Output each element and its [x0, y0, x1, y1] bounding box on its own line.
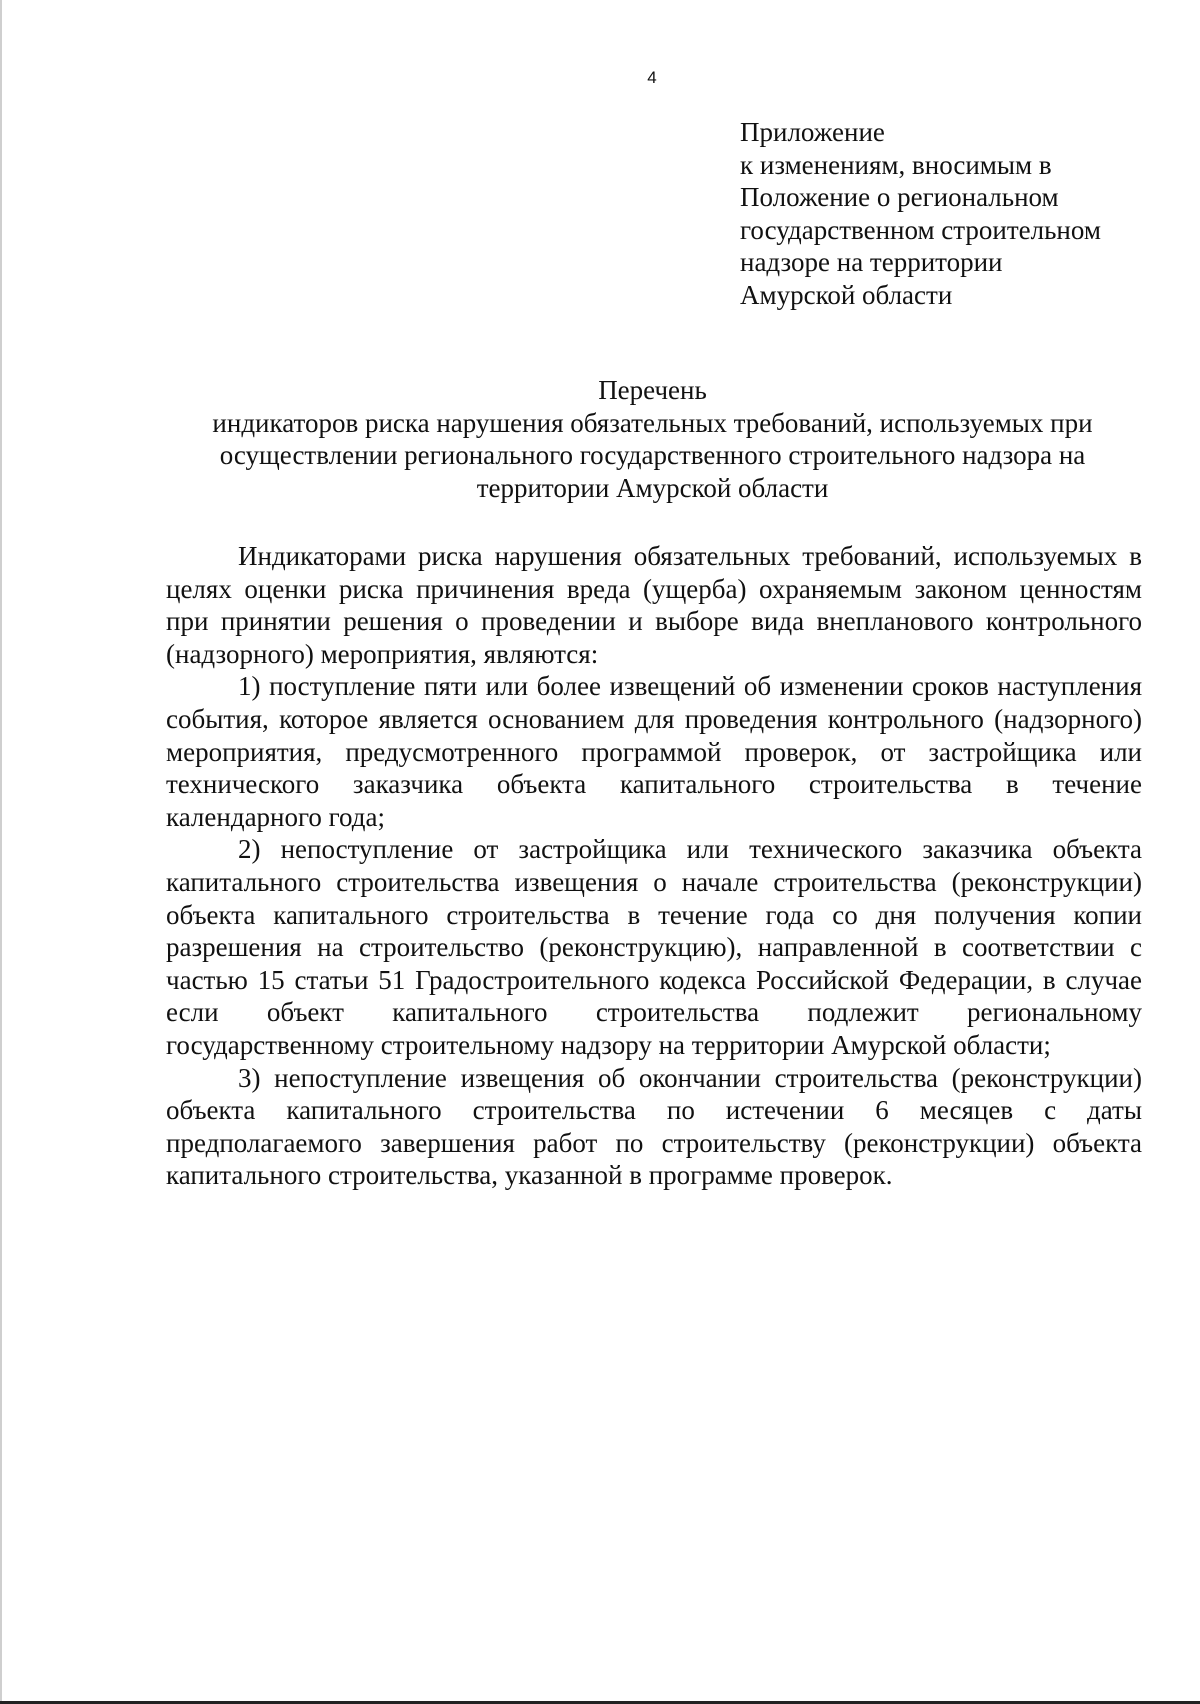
title-heading: Перечень [598, 375, 707, 405]
page-number: 4 [647, 68, 657, 87]
appendix-note-line: к изменениям, вносимым в [740, 149, 1052, 180]
appendix-note-line: надзоре на территории [740, 247, 1003, 278]
title-subheading-line: территории Амурской области [476, 472, 829, 503]
title-subheading-line: индикаторов риска нарушения обязательных требований, используемых при [212, 407, 1093, 438]
appendix-note-line: Положение о региональном [740, 182, 1059, 213]
list-item-1: 1) поступление пяти или более извещений об изменении сроков наступления события, которое является основанием для проведения контрольного (надзорного) мероприятия, предусмотренного программой проверок, от застройщика или технического заказчика объекта капитального строительства в течение календарного года; [166, 671, 1142, 832]
appendix-note-line: Приложение [740, 117, 885, 147]
list-item-2: 2) непоступление от застройщика или технического заказчика объекта капитального строительства извещения о начале строительства (реконструкции) объекта капитального строительства в течение года со дня получения копии разрешения на строительство (реконструкцию), направленной в соответствии с частью 15 статьи 51 Градостроительного кодекса Российской Федерации, в случае если объект капитального строительства подлежит региональному государственному строительному надзору на территории Амурской области; [166, 834, 1142, 1060]
appendix-note-line: Амурской области [740, 279, 953, 310]
list-item-3: 3) непоступление извещения об окончании строительства (реконструкции) объекта капитального строительства по истечении 6 месяцев с даты предполагаемого завершения работ по строительству (реконструкции) объекта капитального строительства, указанной в программе проверок. [166, 1062, 1142, 1191]
intro-paragraph: Индикаторами риска нарушения обязательных требований, используемых в целях оценки риска причинения вреда (ущерба) охраняемым законом ценностям при принятии решения о проведении и выборе вида внепланового контрольного (надзорного) мероприятия, являются: [166, 541, 1142, 669]
document-body [166, 540, 1142, 1192]
title-subheading-line: осуществлении регионального государственного строительного надзора на [219, 440, 1086, 471]
scan-edge-left [0, 0, 2, 1704]
document-title [140, 374, 1165, 504]
appendix-note [740, 116, 1160, 312]
appendix-note-line: государственном строительном [740, 214, 1101, 245]
